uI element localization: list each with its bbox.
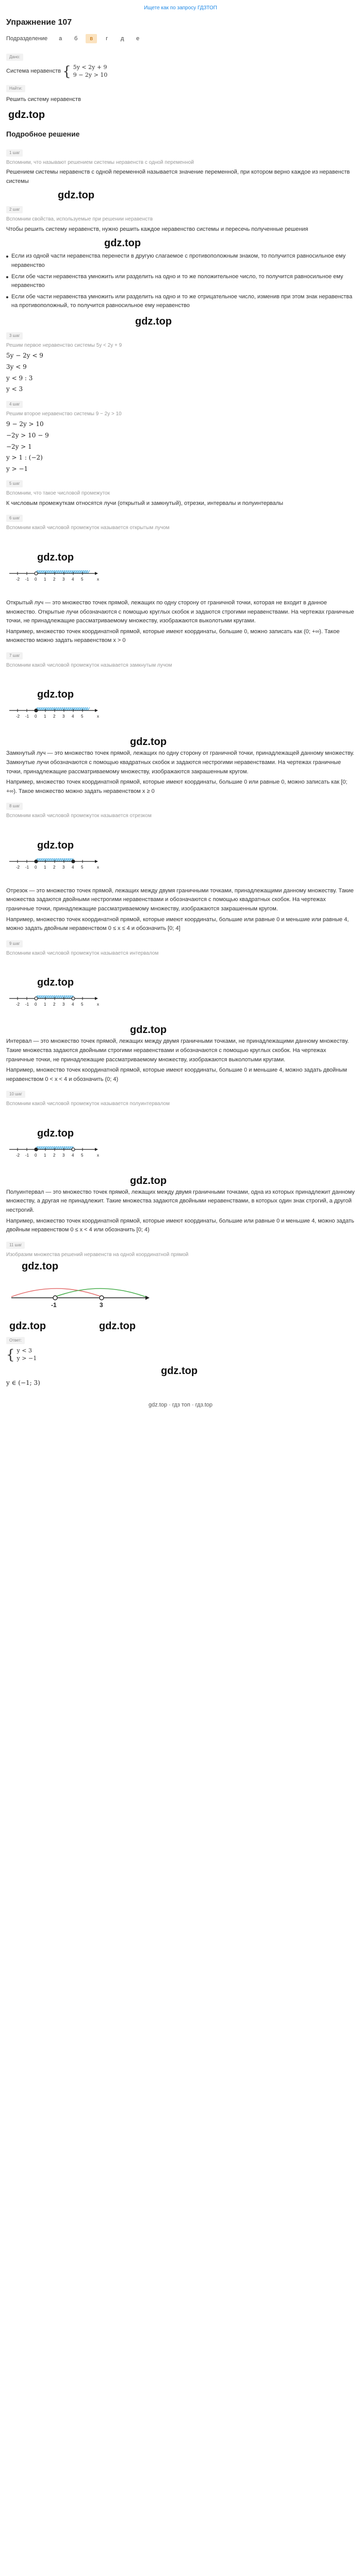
find-text: Решить систему неравенств bbox=[6, 96, 81, 103]
tick-label: 2 bbox=[53, 865, 56, 870]
tick-label: 3 bbox=[62, 865, 65, 870]
step3-hint: Решим первое неравенство системы 5y < 2y + 9 bbox=[6, 342, 122, 348]
tick-label: 2 bbox=[53, 577, 56, 582]
axis-variable-label: x bbox=[97, 1002, 99, 1007]
math-line: 5y − 2y < 9 bbox=[6, 352, 43, 360]
tick-label: 5 bbox=[81, 865, 84, 870]
hatched-region bbox=[36, 570, 90, 573]
step9-tag: 9 шаг bbox=[6, 940, 23, 947]
bullet-icon bbox=[6, 276, 8, 278]
tick-label: 4 bbox=[72, 1153, 74, 1158]
subnav-option-a[interactable]: а bbox=[59, 36, 62, 42]
axis-arrow bbox=[95, 860, 98, 863]
axis-arrow bbox=[95, 572, 98, 575]
boundary-point bbox=[100, 1296, 104, 1300]
step8-tag: 8 шаг bbox=[6, 803, 23, 810]
answer-system-row bbox=[6, 1347, 355, 1362]
number-line-svg bbox=[6, 1108, 102, 1173]
tick-label: 5 bbox=[81, 714, 84, 719]
watermark: gdz.top bbox=[37, 839, 74, 851]
answer-line-1: y < 3 bbox=[17, 1347, 32, 1354]
tick-label: 4 bbox=[72, 577, 74, 582]
given-label: Система неравенств bbox=[6, 68, 61, 75]
tick-label: 1 bbox=[44, 1002, 46, 1007]
step5-hint: Вспомним, что такое числовой промежуток bbox=[6, 490, 110, 497]
math-line: 3y < 9 bbox=[6, 363, 27, 371]
step5-tag: 5 шаг bbox=[6, 480, 23, 487]
tick-label: 0 bbox=[35, 714, 37, 719]
bullet-icon bbox=[6, 296, 8, 298]
tick-label: 1 bbox=[44, 865, 46, 870]
subnav-option-d[interactable]: д bbox=[120, 36, 124, 42]
answer-line-2: y > −1 bbox=[17, 1354, 37, 1362]
axis-arrow bbox=[95, 709, 98, 712]
tick-label: 4 bbox=[72, 1002, 74, 1007]
system-line-2: 9 − 2y > 10 bbox=[73, 71, 108, 78]
final-number-line-svg bbox=[6, 1272, 156, 1318]
step2-tag: 2 шаг bbox=[6, 206, 23, 213]
step4-tag: 4 шаг bbox=[6, 401, 23, 408]
boundary-point bbox=[35, 1148, 38, 1151]
subnav-option-b[interactable]: б bbox=[74, 36, 78, 42]
step9-text-2: Например, множество точек координатной прямой, которые имеют координаты, большие 0 и меньшие 4, можно задать двойным неравенством 0 < x < 4 и обозначить (0; 4) bbox=[6, 1067, 347, 1082]
tick-label: 5 bbox=[81, 1002, 84, 1007]
brace-icon: { bbox=[6, 1347, 15, 1363]
tick-label: 2 bbox=[53, 1153, 56, 1158]
boundary-point bbox=[53, 1296, 57, 1300]
tick-label: 4 bbox=[72, 714, 74, 719]
given-system bbox=[62, 64, 107, 79]
step1-text: Решением системы неравенств с одной переменной называется значение переменной, при котором верно каждое из неравенств системы bbox=[6, 169, 350, 184]
watermark: gdz.top bbox=[37, 977, 74, 989]
step10-tag: 10 шаг bbox=[6, 1091, 25, 1098]
step9-text-1: Интервал — это множество точек прямой, лежащих между двумя граничными точками, не принадлежащими данному множеству. Такие множества задаются двойными строгими неравенствами и обозначаются с помощью круглых скобок. На чертежах граничные точки, не принадлежащие рассматриваемому множеству, изображаются выколотыми кругами. bbox=[6, 1038, 349, 1063]
tick-label: -1 bbox=[25, 1153, 29, 1158]
step11-tag: 11 шаг bbox=[6, 1242, 25, 1249]
axis-arrow bbox=[145, 1296, 150, 1300]
watermark: gdz.top bbox=[8, 109, 45, 121]
step6-tag: 6 шаг bbox=[6, 515, 23, 522]
tick-label: 1 bbox=[44, 1153, 46, 1158]
watermark: gdz.top bbox=[37, 1127, 74, 1139]
subnav bbox=[6, 34, 355, 43]
top-link[interactable]: Ищете как по запросу ГДЗТОП bbox=[144, 5, 217, 11]
boundary-point bbox=[35, 860, 38, 863]
tick-label: -1 bbox=[25, 577, 29, 582]
step2-hint: Вспомним свойства, используемые при решении неравенств bbox=[6, 216, 153, 223]
bullet-icon bbox=[6, 256, 8, 258]
math-line: y < 3 bbox=[6, 385, 23, 393]
step6-text-1: Открытый луч — это множество точек прямой, лежащих по одну сторону от граничной точки, которая не входит в данное множество. Открытые лучи обозначаются с помощью круглых скобок и задаются строгими неравенствами. На чертежах граничные точки, не принадлежащие рассматриваемому множеству, изображаются выколотыми кругами. bbox=[6, 599, 354, 624]
tick-label: -2 bbox=[16, 1002, 20, 1007]
system-line-1: 5y < 2y + 9 bbox=[73, 64, 107, 71]
tick-label: 3 bbox=[62, 577, 65, 582]
tick-label: 2 bbox=[53, 714, 56, 719]
step3-tag: 3 шаг bbox=[6, 332, 23, 340]
subnav-option-v[interactable]: в bbox=[86, 34, 97, 43]
step2-text: Чтобы решить систему неравенств, нужно решить каждое неравенство системы и пересечь полученные решения bbox=[6, 226, 308, 232]
step7-tag: 7 шаг bbox=[6, 652, 23, 659]
axis-variable-label: x bbox=[97, 865, 99, 870]
number-line-closed-ray bbox=[6, 669, 102, 734]
step10-hint: Вспомним какой числовой промежуток называется полуинтервалом bbox=[6, 1101, 170, 1107]
arc-y-greater-minus-1 bbox=[55, 1289, 145, 1297]
number-line-svg bbox=[6, 532, 102, 597]
tick-label: 4 bbox=[72, 865, 74, 870]
tick-label: 3 bbox=[62, 1153, 65, 1158]
axis-arrow bbox=[95, 1148, 98, 1151]
tick-label: -2 bbox=[16, 577, 20, 582]
tick-label: -1 bbox=[25, 865, 29, 870]
tick-label: 1 bbox=[44, 577, 46, 582]
boundary-point bbox=[72, 997, 75, 1000]
tick-label: 0 bbox=[35, 865, 37, 870]
math-line: 9 − 2y > 10 bbox=[6, 420, 44, 428]
list-item: Если обе части неравенства умножить или разделить на одно и то же отрицательное число, изменив при этом знак неравенства на противоположный, то получится равносильное ему неравенство bbox=[6, 293, 355, 311]
watermark: gdz.top bbox=[22, 1261, 59, 1273]
tick-label: -1 bbox=[25, 1002, 29, 1007]
tick-label: -2 bbox=[16, 714, 20, 719]
list-item: Если обе части неравенства умножить или разделить на одно и то же положительное число, то получится равносильное ему неравенство bbox=[6, 273, 355, 291]
watermark: gdz.top bbox=[161, 1365, 198, 1377]
math-line: y > 1 : (−2) bbox=[6, 454, 43, 462]
given-tag: Дано: bbox=[6, 54, 23, 61]
subnav-label: Подразделение bbox=[6, 35, 48, 42]
watermark: gdz.top bbox=[130, 736, 167, 748]
tick-label: 5 bbox=[81, 1153, 84, 1158]
arc-y-less-3 bbox=[11, 1289, 102, 1297]
math-line: −2y > 10 − 9 bbox=[6, 431, 49, 439]
step6-text-2: Например, множество точек координатной прямой, которые имеют координаты, большие 0, можно записать как (0; +∞). Такое множество можно задать неравенством x > 0 bbox=[6, 628, 340, 644]
tick-label: 5 bbox=[81, 577, 84, 582]
watermark: gdz.top bbox=[130, 1024, 167, 1036]
step4-hint: Решим второе неравенство системы 9 − 2y > 10 bbox=[6, 411, 122, 417]
given-row bbox=[6, 64, 355, 79]
number-line-svg bbox=[6, 820, 102, 885]
step7-hint: Вспомним какой числовой промежуток называется замкнутым лучом bbox=[6, 662, 172, 668]
tick-label: 1 bbox=[44, 714, 46, 719]
step1-tag: 1 шаг bbox=[6, 149, 23, 157]
tick-label: -2 bbox=[16, 1153, 20, 1158]
boundary-point bbox=[35, 572, 38, 575]
tick-label: -2 bbox=[16, 865, 20, 870]
tick-label: 3 bbox=[62, 714, 65, 719]
tick-label: 0 bbox=[35, 577, 37, 582]
tick-label: -1 bbox=[25, 714, 29, 719]
number-line-half-interval bbox=[6, 1108, 102, 1173]
number-line-svg bbox=[6, 669, 102, 734]
footer[interactable]: gdz.top · гдз топ · гдз.top bbox=[149, 1402, 212, 1409]
watermark: gdz.top bbox=[104, 238, 141, 249]
tick-label: 0 bbox=[35, 1002, 37, 1007]
watermark: gdz.top bbox=[130, 1175, 167, 1187]
tick-label: 3 bbox=[100, 1301, 103, 1309]
step7-text-1: Замкнутый луч — это множество точек прямой, лежащих по одну сторону от граничной точки, принадлежащей данному множеству. Замкнутые лучи обозначаются с помощью квадратных скобок и задаются нестрогими неравенствами. На чертежах граничные точки, принадлежащие рассматриваемому множеству, изображаются закрашенным кругом. bbox=[6, 750, 354, 775]
step8-text-1: Отрезок — это множество точек прямой, лежащих между двумя граничными точками, принадлежащими данному множеству. Такие множества задаются двойными нестрогими неравенствами и обозначаются с помощью квадратных скобок. На чертежах граничные точки, принадлежащие рассматриваемому множеству, изображаются закрашенным кругом. bbox=[6, 887, 354, 912]
step6-hint: Вспомним какой числовой промежуток называется открытым лучом bbox=[6, 525, 170, 531]
axis-arrow bbox=[95, 997, 98, 1000]
subnav-option-g[interactable]: г bbox=[106, 36, 108, 42]
final-number-line bbox=[6, 1272, 156, 1318]
find-tag: Найти: bbox=[6, 85, 25, 92]
number-line-svg bbox=[6, 957, 102, 1022]
answer-interval: y ∈ (−1; 3) bbox=[6, 1379, 40, 1386]
tick-label: 2 bbox=[53, 1002, 56, 1007]
boundary-point bbox=[72, 1148, 75, 1151]
answer-system bbox=[6, 1347, 37, 1362]
step9-hint: Вспомним какой числовой промежуток называется интервалом bbox=[6, 950, 159, 956]
subnav-option-e[interactable]: е bbox=[136, 36, 140, 42]
math-line: y > −1 bbox=[6, 465, 28, 472]
page-title: Упражнение 107 bbox=[6, 18, 72, 27]
math-line: −2y > 1 bbox=[6, 443, 32, 450]
tick-label: -1 bbox=[51, 1301, 57, 1309]
axis-variable-label: x bbox=[97, 577, 99, 582]
step10-text-2: Например, множество точек координатной прямой, которые имеют координаты, большие или равные 0 и меньшие 4, можно задать двойным неравенством 0 ≤ x < 4 или обозначить [0; 4) bbox=[6, 1217, 354, 1233]
axis-variable-label: x bbox=[97, 1153, 99, 1158]
step7-text-2: Например, множество точек координатной прямой, которые имеют координаты, большие 0 или равные 0, можно записать как [0; +∞). Такое множество можно задать неравенством x ≥ 0 bbox=[6, 779, 348, 794]
list-item: Если из одной части неравенства перенести в другую слагаемое с противоположным знаком, то получится равносильное ему неравенство bbox=[6, 252, 355, 270]
watermark: gdz.top bbox=[135, 315, 172, 327]
boundary-point bbox=[35, 997, 38, 1000]
hatched-region bbox=[36, 707, 90, 710]
solution-title: Подробное решение bbox=[6, 129, 80, 138]
number-line-open-ray bbox=[6, 532, 102, 597]
step1-hint: Вспомним, что называют решением системы неравенств с одной переменной bbox=[6, 159, 194, 165]
step10-text-1: Полуинтервал — это множество точек прямой, лежащих между двумя граничными точками, одна из которых принадлежит данному множеству, а другая не принадлежит. Такие множества задаются двойными неравенствами, в которых один знак строгий, а другой нестрогий. bbox=[6, 1189, 355, 1213]
step8-text-2: Например, множество точек координатной прямой, которые имеют координаты, большие или равные 0 и меньшие или равные 4, можно задать двойным неравенством 0 ≤ x ≤ 4 и обозначить [0; 4] bbox=[6, 916, 349, 932]
tick-label: 3 bbox=[62, 1002, 65, 1007]
step8-hint: Вспомним какой числовой промежуток называется отрезком bbox=[6, 813, 152, 819]
number-line-interval bbox=[6, 957, 102, 1022]
boundary-point bbox=[72, 860, 75, 863]
properties-list bbox=[6, 252, 355, 311]
step5-text: К числовым промежуткам относятся лучи (открытый и замкнутый), отрезки, интервалы и полуинтервалы bbox=[6, 500, 284, 506]
watermark: gdz.top bbox=[37, 689, 74, 701]
watermark: gdz.top bbox=[37, 551, 74, 563]
tick-label: 0 bbox=[35, 1153, 37, 1158]
watermark: gdz.top bbox=[58, 190, 95, 201]
answer-tag: Ответ: bbox=[6, 1337, 25, 1344]
brace-icon: { bbox=[62, 63, 71, 79]
watermark: gdz.top bbox=[99, 1320, 136, 1332]
watermark: gdz.top bbox=[9, 1320, 46, 1332]
axis-variable-label: x bbox=[97, 714, 99, 719]
math-line: y < 9 : 3 bbox=[6, 374, 33, 382]
boundary-point bbox=[35, 709, 38, 712]
number-line-segment bbox=[6, 820, 102, 885]
step11-hint: Изобразим множества решений неравенств на одной координатной прямой bbox=[6, 1251, 189, 1258]
